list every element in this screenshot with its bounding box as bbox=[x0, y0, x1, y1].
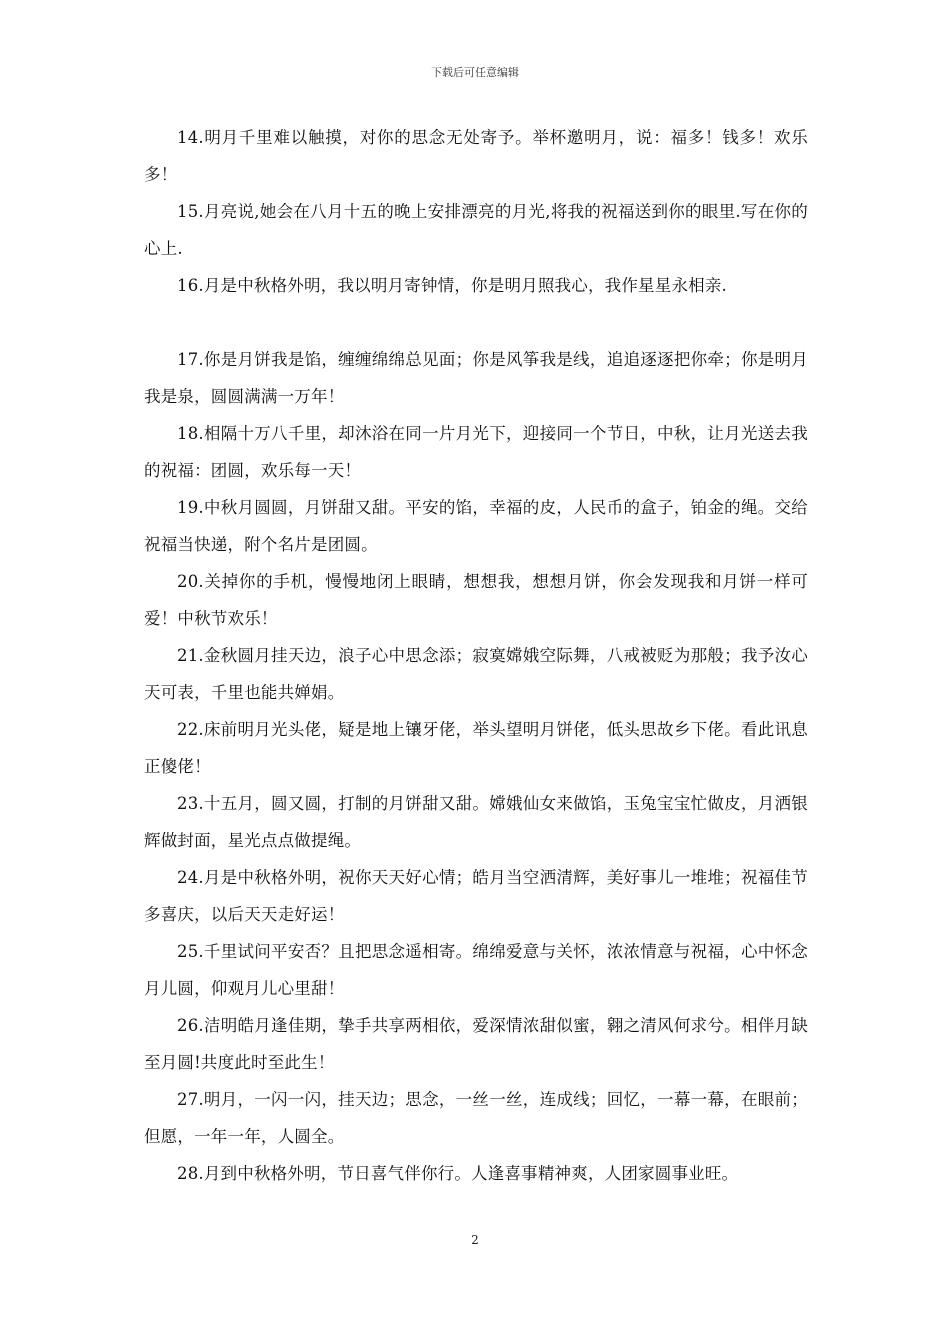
paragraph-26: 26.洁明皓月逢佳期，挚手共享两相依，爱深情浓甜似蜜，翱之清风何求兮。相伴月缺至月圆!共度此时至此生！ bbox=[144, 1016, 808, 1072]
document-body bbox=[144, 119, 808, 1192]
paragraph-17: 17.你是月饼我是馅，缠缠绵绵总见面；你是风筝我是线，追追逐逐把你牵；你是明月我是泉，圆圆满满一万年！ bbox=[144, 350, 808, 406]
paragraph-24: 24.月是中秋格外明，祝你天天好心情；皓月当空洒清辉，美好事儿一堆堆；祝福佳节多喜庆，以后天天走好运！ bbox=[144, 868, 808, 924]
paragraph-27: 27.明月，一闪一闪，挂天边；思念，一丝一丝，连成线；回忆，一幕一幕，在眼前；但愿，一年一年，人圆全。 bbox=[144, 1090, 808, 1146]
paragraph-18: 18.相隔十万八千里，却沐浴在同一片月光下，迎接同一个节日，中秋，让月光送去我的祝福：团圆，欢乐每一天！ bbox=[144, 424, 808, 480]
page-header-note: 下载后可任意编辑 bbox=[431, 66, 519, 79]
paragraph-19: 19.中秋月圆圆，月饼甜又甜。平安的馅，幸福的皮，人民币的盒子，铂金的绳。交给祝福当快递，附个名片是团圆。 bbox=[144, 498, 808, 554]
page-number: 2 bbox=[471, 1233, 479, 1247]
paragraph-21: 21.金秋圆月挂天边，浪子心中思念添；寂寞嫦娥空际舞，八戒被贬为那般；我予汝心天可表，千里也能共婵娟。 bbox=[144, 646, 808, 702]
paragraph-22: 22.床前明月光头佬，疑是地上镶牙佬，举头望明月饼佬，低头思故乡下佬。看此讯息正傻佬！ bbox=[144, 720, 808, 776]
paragraph-spacer bbox=[144, 304, 808, 341]
paragraph-14: 14.明月千里难以触摸，对你的思念无处寄予。举杯邀明月，说：福多！钱多！欢乐多！ bbox=[144, 128, 808, 184]
paragraph-28: 28.月到中秋格外明，节日喜气伴你行。人逢喜事精神爽，人团家圆事业旺。 bbox=[177, 1164, 739, 1183]
paragraph-23: 23.十五月，圆又圆，打制的月饼甜又甜。嫦娥仙女来做馅，玉兔宝宝忙做皮，月洒银辉做封面，星光点点做提绳。 bbox=[144, 794, 808, 850]
paragraph-25: 25.千里试问平安否？且把思念遥相寄。绵绵爱意与关怀，浓浓情意与祝福，心中怀念月儿圆，仰观月儿心里甜！ bbox=[144, 942, 808, 998]
paragraph-15: 15.月亮说,她会在八月十五的晚上安排漂亮的月光,将我的祝福送到你的眼里.写在你的心上. bbox=[144, 202, 808, 258]
paragraph-16: 16.月是中秋格外明，我以明月寄钟情，你是明月照我心，我作星星永相亲. bbox=[177, 276, 727, 295]
paragraph-20: 20.关掉你的手机，慢慢地闭上眼睛，想想我，想想月饼，你会发现我和月饼一样可爱！中秋节欢乐！ bbox=[144, 572, 808, 628]
